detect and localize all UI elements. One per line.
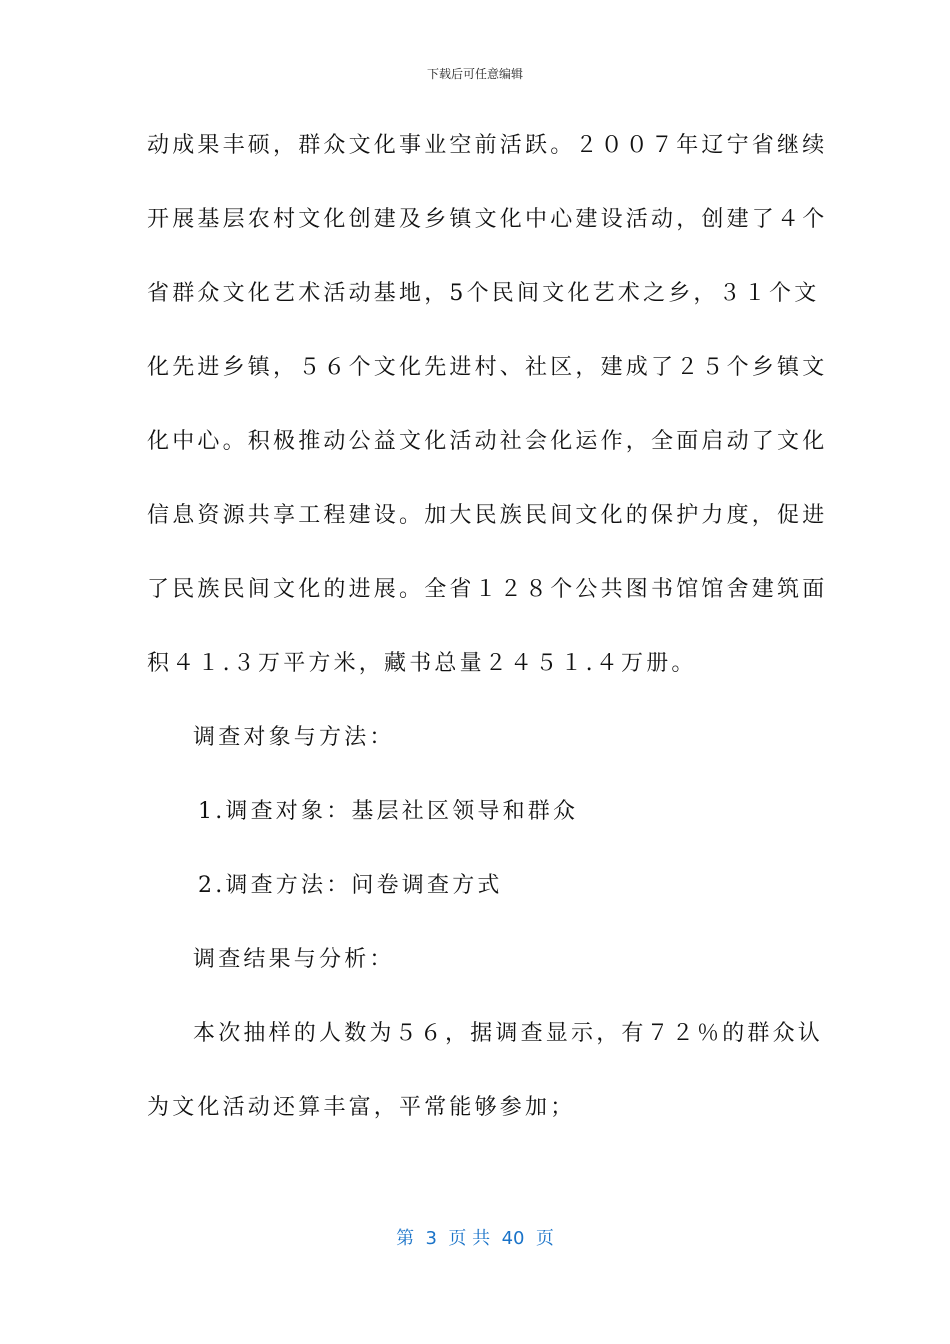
list-item-survey-method: 2.调查方法：问卷调查方式: [198, 873, 503, 898]
body-line: 本次抽样的人数为５６，据调查显示，有７２％的群众认: [193, 1021, 824, 1046]
body-line: 动成果丰硕，群众文化事业空前活跃。２００７年辽宁省继续: [147, 133, 828, 158]
body-line: 化中心。积极推动公益文化活动社会化运作，全面启动了文化: [147, 429, 828, 454]
page-header: 下载后可任意编辑: [426, 67, 523, 81]
body-line: 了民族民间文化的进展。全省１２８个公共图书馆馆舍建筑面: [147, 577, 828, 602]
body-line: 信息资源共享工程建设。加大民族民间文化的保护力度，促进: [147, 503, 828, 528]
body-line: 化先进乡镇，５６个文化先进村、社区，建成了２５个乡镇文: [147, 355, 828, 380]
document-body: [147, 123, 828, 1159]
list-item-survey-subjects: 1.调查对象：基层社区领导和群众: [198, 799, 579, 824]
body-line: 为文化活动还算丰富，平常能够参加；: [147, 1095, 576, 1120]
page-number-footer: 第 3 页 共 40 页: [396, 1228, 554, 1249]
section-heading-subjects-methods: 调查对象与方法：: [193, 725, 395, 750]
section-heading-results-analysis: 调查结果与分析：: [193, 947, 395, 972]
body-line: 省群众文化艺术活动基地，5个民间文化艺术之乡，３１个文: [147, 281, 820, 306]
body-line: 积４１.３万平方米，藏书总量２４５１.４万册。: [147, 651, 697, 676]
body-line: 开展基层农村文化创建及乡镇文化中心建设活动，创建了４个: [147, 207, 828, 232]
